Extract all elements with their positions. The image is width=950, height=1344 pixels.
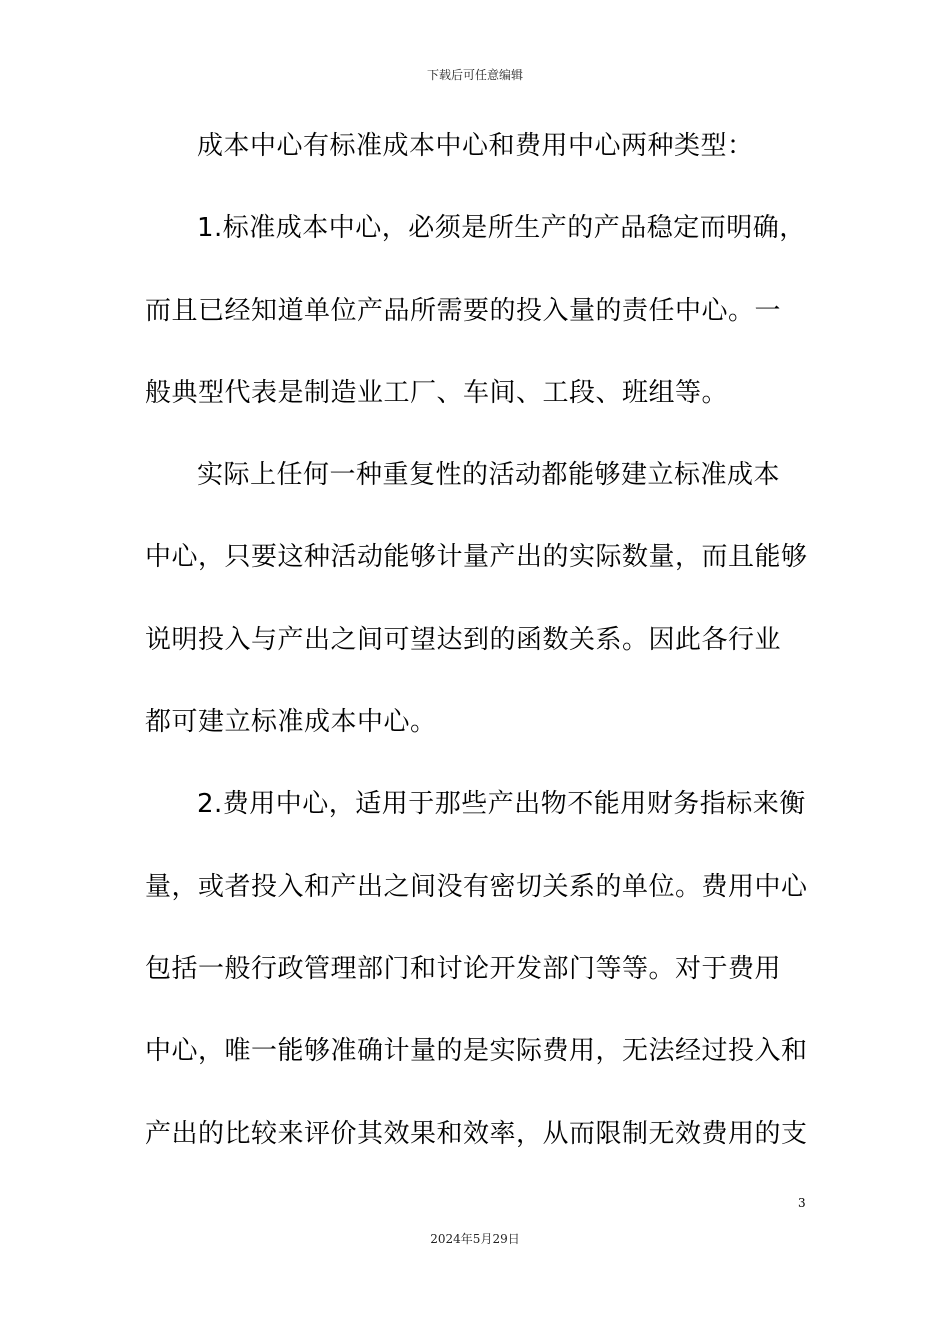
document-body (145, 118, 808, 1188)
paragraph-line: 般典型代表是制造业工厂、车间、工段、班组等。 (145, 377, 729, 408)
paragraph-line: 而且已经知道单位产品所需要的投入量的责任中心。一 (145, 295, 782, 326)
paragraph-line: 2.费用中心，适用于那些产出物不能用财务指标来衡 (197, 789, 806, 820)
page-number: 3 (798, 1196, 806, 1210)
paragraph-line: 中心，唯一能够准确计量的是实际费用，无法经过投入和 (145, 1036, 808, 1067)
paragraph-line: 中心，只要这种活动能够计量产出的实际数量，而且能够 (145, 542, 808, 573)
page-footer-date: 2024年5月29日 (430, 1232, 520, 1246)
page-header: 下载后可任意编辑 (426, 68, 523, 82)
paragraph-line: 产出的比较来评价其效果和效率，从而限制无效费用的支 (145, 1118, 808, 1149)
paragraph-line: 说明投入与产出之间可望达到的函数关系。因此各行业 (145, 624, 782, 655)
paragraph-line: 包括一般行政管理部门和讨论开发部门等等。对于费用 (145, 953, 782, 984)
paragraph-line: 成本中心有标准成本中心和费用中心两种类型： (197, 131, 754, 161)
paragraph-line: 实际上任何一种重复性的活动都能够建立标准成本 (197, 460, 781, 491)
paragraph-line: 1.标准成本中心，必须是所生产的产品稳定而明确， (197, 213, 806, 244)
paragraph-line: 量，或者投入和产出之间没有密切关系的单位。费用中心 (145, 871, 808, 902)
paragraph-line: 都可建立标准成本中心。 (145, 707, 437, 738)
